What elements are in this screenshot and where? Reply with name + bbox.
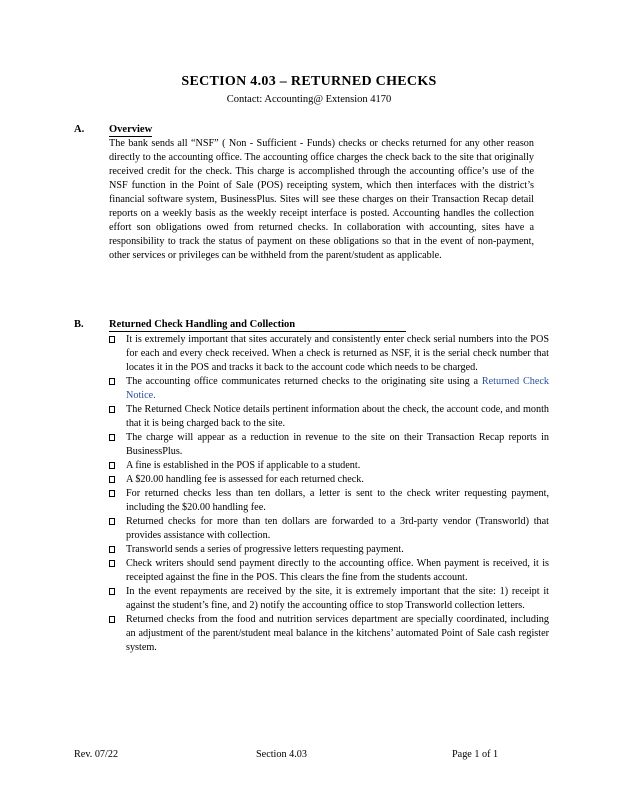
list-item: A $20.00 handling fee is assessed for each returned check. bbox=[109, 473, 549, 487]
section-a-letter: A. bbox=[74, 124, 85, 135]
section-b-heading: Returned Check Handling and Collection bbox=[109, 319, 406, 332]
returned-check-list bbox=[109, 333, 549, 655]
list-item: Returned checks from the food and nutrition services department are specially coordinated, including an adjustment of the parent/student meal balance in the kitchens’ automated Point of Sale cash register system. bbox=[109, 613, 549, 655]
checkbox-bullet-icon bbox=[109, 462, 115, 469]
checkbox-bullet-icon bbox=[109, 434, 115, 441]
list-item: For returned checks less than ten dollars, a letter is sent to the check writer requesting payment, including the $20.00 handling fee. bbox=[109, 487, 549, 515]
checkbox-bullet-icon bbox=[109, 518, 115, 525]
checkbox-bullet-icon bbox=[109, 336, 115, 343]
section-a-body: The bank sends all “NSF” ( Non - Sufficient - Funds) checks or checks returned for any other reason directly to the accounting office. The accounting office charges the check back to the site that originally received credit for the check. This charge is accomplished through the accounting office’s use of the NSF function in the Point of Sale (POS) receipting system, which then interfaces with the district’s financial software system, BusinessPlus. Sites will see these charges on their Transaction Recap detail reports on a weekly basis as the weekly receipt interface is posted. Accounting handles the collection effort son obligations owed from returned checks. In collaboration with accounting, sites have a responsibility to track the status of payment on these obligations so that in the event of non-payment, other services or privileges can be withheld from the parent/student as applicable. bbox=[109, 138, 534, 261]
returned-check-notice-link[interactable]: Returned Check Notice. bbox=[126, 376, 549, 401]
footer-page-number: Page 1 of 1 bbox=[452, 749, 499, 760]
checkbox-bullet-icon bbox=[109, 490, 115, 497]
checkbox-bullet-icon bbox=[109, 546, 115, 553]
checkbox-bullet-icon bbox=[109, 616, 115, 623]
section-a-heading: Overview bbox=[109, 124, 153, 135]
contact-line: Contact: Accounting@ Extension 4170 bbox=[226, 94, 392, 105]
list-item: The accounting office communicates returned checks to the originating site using a Returned Check Notice. bbox=[109, 375, 549, 403]
footer-revision: Rev. 07/22 bbox=[74, 749, 119, 760]
checkbox-bullet-icon bbox=[109, 560, 115, 567]
list-item: Check writers should send payment directly to the accounting office. When payment is received, it is receipted against the fine in the POS. This clears the fine from the students account. bbox=[109, 557, 549, 585]
list-item: Returned checks for more than ten dollars are forwarded to a 3rd-party vendor (Transworld) that provides assistance with collection. bbox=[109, 515, 549, 543]
page-title: SECTION 4.03 – RETURNED CHECKS bbox=[181, 74, 437, 89]
list-item: In the event repayments are received by the site, it is extremely important that the site: 1) receipt it against the student’s fine, and 2) notify the accounting office to stop Transworld collection letters. bbox=[109, 585, 549, 613]
checkbox-bullet-icon bbox=[109, 476, 115, 483]
list-item: The Returned Check Notice details pertinent information about the check, the account code, and month that it is being charged back to the site. bbox=[109, 403, 549, 431]
section-b-letter: B. bbox=[74, 319, 84, 330]
list-item: It is extremely important that sites accurately and consistently enter check serial numbers into the POS for each and every check received. When a check is returned as NSF, it is the serial check number that locates it in the POS and tracks it back to the account code which needs to be charged. bbox=[109, 333, 549, 375]
checkbox-bullet-icon bbox=[109, 588, 115, 595]
list-item: A fine is established in the POS if applicable to a student. bbox=[109, 459, 549, 473]
checkbox-bullet-icon bbox=[109, 406, 115, 413]
checkbox-bullet-icon bbox=[109, 378, 115, 385]
footer-section: Section 4.03 bbox=[256, 749, 307, 760]
list-item: The charge will appear as a reduction in revenue to the site on their Transaction Recap reports in BusinessPlus. bbox=[109, 431, 549, 459]
list-item: Transworld sends a series of progressive letters requesting payment. bbox=[109, 543, 549, 557]
